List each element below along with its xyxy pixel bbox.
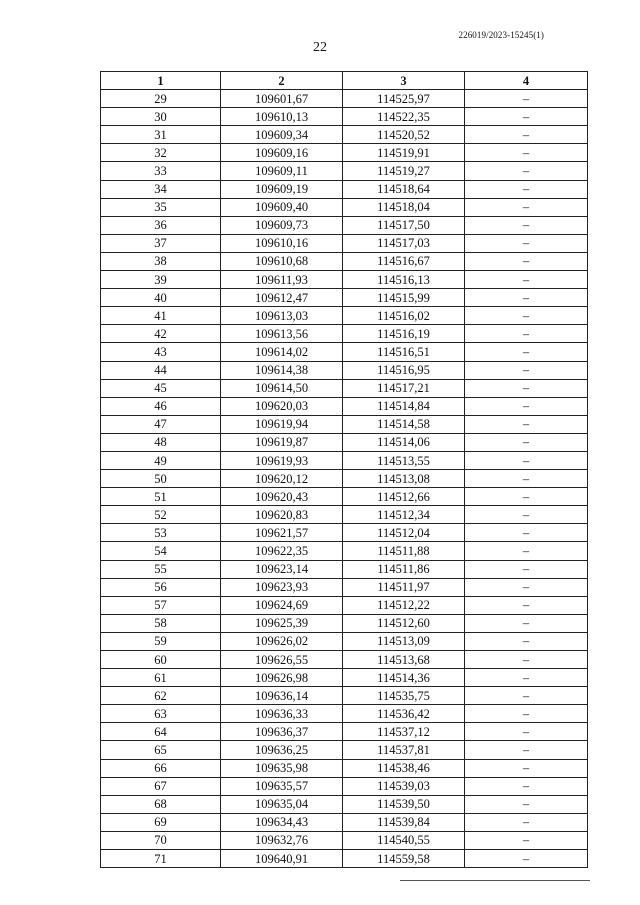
table-cell: 37 (101, 234, 221, 252)
table-cell: 50 (101, 470, 221, 488)
table-cell: 62 (101, 687, 221, 705)
table-cell: 33 (101, 162, 221, 180)
table-cell: 49 (101, 451, 221, 469)
page-number: 22 (313, 40, 327, 55)
table-cell: 58 (101, 614, 221, 632)
table-cell: – (465, 433, 588, 451)
table-cell: 109614,38 (221, 361, 343, 379)
table-row (101, 361, 588, 379)
table-cell: – (465, 705, 588, 723)
table-cell: 47 (101, 415, 221, 433)
table-cell: 109601,67 (221, 90, 343, 108)
table-cell: – (465, 524, 588, 542)
table-row (101, 325, 588, 343)
table-cell: 114516,51 (343, 343, 465, 361)
column-header: 4 (465, 72, 588, 90)
table-cell: – (465, 723, 588, 741)
table-cell: 109612,47 (221, 289, 343, 307)
table-cell: 57 (101, 596, 221, 614)
table-row (101, 252, 588, 270)
column-header: 3 (343, 72, 465, 90)
table-cell: 114516,67 (343, 252, 465, 270)
table-cell: 114519,91 (343, 144, 465, 162)
table-cell: 114512,04 (343, 524, 465, 542)
table-cell: – (465, 162, 588, 180)
table-cell: 114513,09 (343, 632, 465, 650)
table-cell: 109634,43 (221, 813, 343, 831)
table-row (101, 397, 588, 415)
table-cell: 109619,94 (221, 415, 343, 433)
table-cell: 52 (101, 506, 221, 524)
table-cell: 109635,04 (221, 795, 343, 813)
table-cell: 114513,55 (343, 451, 465, 469)
table-cell: – (465, 180, 588, 198)
table-row (101, 741, 588, 759)
table-row (101, 687, 588, 705)
table-cell: 109640,91 (221, 850, 343, 868)
table-row (101, 451, 588, 469)
table-cell: 114513,68 (343, 651, 465, 669)
table-cell: – (465, 506, 588, 524)
table-cell: 56 (101, 578, 221, 596)
table-cell: 114511,88 (343, 542, 465, 560)
table-cell: 109624,69 (221, 596, 343, 614)
table-cell: 114512,22 (343, 596, 465, 614)
table-cell: 114516,02 (343, 307, 465, 325)
table-row (101, 614, 588, 632)
table-row (101, 488, 588, 506)
table-cell: 59 (101, 632, 221, 650)
table-cell: 109620,83 (221, 506, 343, 524)
document-number: 226019/2023-15245(1) (458, 30, 544, 40)
table-cell: 109620,12 (221, 470, 343, 488)
column-header: 1 (101, 72, 221, 90)
table-cell: 109614,50 (221, 379, 343, 397)
table-cell: – (465, 234, 588, 252)
table-cell: 36 (101, 216, 221, 234)
table-cell: 114511,97 (343, 578, 465, 596)
table-row (101, 162, 588, 180)
table-row (101, 198, 588, 216)
coordinates-table (100, 71, 588, 868)
table-cell: – (465, 542, 588, 560)
table-cell: 114559,58 (343, 850, 465, 868)
table-cell: 109636,25 (221, 741, 343, 759)
table-row (101, 632, 588, 650)
table-cell: 114518,04 (343, 198, 465, 216)
table-row (101, 795, 588, 813)
table-row (101, 108, 588, 126)
table-cell: 48 (101, 433, 221, 451)
table-cell: 67 (101, 777, 221, 795)
table-cell: 40 (101, 289, 221, 307)
table-cell: 109614,02 (221, 343, 343, 361)
table-cell: – (465, 651, 588, 669)
table-cell: 109636,37 (221, 723, 343, 741)
table-row (101, 542, 588, 560)
table-cell: 114516,13 (343, 271, 465, 289)
table-row (101, 289, 588, 307)
table-cell: 54 (101, 542, 221, 560)
table-cell: 109609,16 (221, 144, 343, 162)
table-row (101, 216, 588, 234)
table-cell: 43 (101, 343, 221, 361)
table-cell: – (465, 488, 588, 506)
table-cell: 63 (101, 705, 221, 723)
table-cell: 114516,19 (343, 325, 465, 343)
table-cell: – (465, 415, 588, 433)
table-cell: 114537,12 (343, 723, 465, 741)
table-cell: 114522,35 (343, 108, 465, 126)
table-cell: 109619,93 (221, 451, 343, 469)
table-row (101, 596, 588, 614)
table-row (101, 379, 588, 397)
table-row (101, 470, 588, 488)
table-row (101, 307, 588, 325)
table-cell: 45 (101, 379, 221, 397)
table-cell: – (465, 379, 588, 397)
table-row (101, 433, 588, 451)
table-cell: 109625,39 (221, 614, 343, 632)
table-cell: 66 (101, 759, 221, 777)
table-cell: – (465, 252, 588, 270)
table-row (101, 560, 588, 578)
table-cell: – (465, 560, 588, 578)
table-cell: – (465, 578, 588, 596)
table-cell: 39 (101, 271, 221, 289)
table-row (101, 705, 588, 723)
table-cell: 109626,55 (221, 651, 343, 669)
table-cell: 114512,66 (343, 488, 465, 506)
table-cell: 114536,42 (343, 705, 465, 723)
table-cell: 109636,14 (221, 687, 343, 705)
table-cell: – (465, 144, 588, 162)
table-cell: 109611,93 (221, 271, 343, 289)
table-cell: 69 (101, 813, 221, 831)
table-cell: 35 (101, 198, 221, 216)
table-cell: 114514,58 (343, 415, 465, 433)
table-row (101, 651, 588, 669)
table-cell: – (465, 361, 588, 379)
table-cell: 109622,35 (221, 542, 343, 560)
table-cell: 114514,06 (343, 433, 465, 451)
table-cell: – (465, 289, 588, 307)
table-cell: 114516,95 (343, 361, 465, 379)
table-cell: 109609,34 (221, 126, 343, 144)
table-cell: 65 (101, 741, 221, 759)
column-header: 2 (221, 72, 343, 90)
table-cell: 64 (101, 723, 221, 741)
table-cell: 109635,57 (221, 777, 343, 795)
table-cell: 114513,08 (343, 470, 465, 488)
table-cell: 109609,40 (221, 198, 343, 216)
table-row (101, 524, 588, 542)
table-row (101, 813, 588, 831)
table-cell: 114537,81 (343, 741, 465, 759)
table-cell: – (465, 198, 588, 216)
table-cell: 38 (101, 252, 221, 270)
table-cell: – (465, 614, 588, 632)
table-cell: 114525,97 (343, 90, 465, 108)
footer-divider (400, 880, 590, 881)
table-cell: 55 (101, 560, 221, 578)
table-row (101, 850, 588, 868)
table-row (101, 126, 588, 144)
table-cell: 114512,60 (343, 614, 465, 632)
table-row (101, 180, 588, 198)
table-cell: 114511,86 (343, 560, 465, 578)
table-row (101, 669, 588, 687)
table-cell: 109609,73 (221, 216, 343, 234)
table-body (101, 90, 588, 868)
table-cell: – (465, 795, 588, 813)
table-cell: 109635,98 (221, 759, 343, 777)
table-cell: – (465, 216, 588, 234)
table-cell: 109609,11 (221, 162, 343, 180)
table-cell: 114517,50 (343, 216, 465, 234)
table-row (101, 723, 588, 741)
table-cell: – (465, 325, 588, 343)
table-cell: 46 (101, 397, 221, 415)
table-row (101, 759, 588, 777)
table-row (101, 506, 588, 524)
table-cell: – (465, 90, 588, 108)
table-cell: – (465, 108, 588, 126)
table-cell: 51 (101, 488, 221, 506)
table-header-row (101, 72, 588, 90)
table-cell: 109620,43 (221, 488, 343, 506)
table-row (101, 831, 588, 849)
table-cell: – (465, 777, 588, 795)
table-cell: 70 (101, 831, 221, 849)
table-row (101, 271, 588, 289)
table-cell: 114538,46 (343, 759, 465, 777)
table-cell: – (465, 741, 588, 759)
table-cell: – (465, 470, 588, 488)
table-cell: 109613,56 (221, 325, 343, 343)
table-cell: 109626,98 (221, 669, 343, 687)
table-row (101, 144, 588, 162)
table-cell: 114535,75 (343, 687, 465, 705)
table-cell: 109632,76 (221, 831, 343, 849)
table-cell: – (465, 632, 588, 650)
table-cell: – (465, 126, 588, 144)
table-cell: 114515,99 (343, 289, 465, 307)
table-cell: 60 (101, 651, 221, 669)
table-cell: – (465, 451, 588, 469)
table-cell: – (465, 669, 588, 687)
table-cell: – (465, 850, 588, 868)
table-cell: 44 (101, 361, 221, 379)
table-cell: 109623,93 (221, 578, 343, 596)
table-cell: 109610,13 (221, 108, 343, 126)
table-cell: 114518,64 (343, 180, 465, 198)
table-cell: 109620,03 (221, 397, 343, 415)
table-cell: – (465, 759, 588, 777)
table-cell: 34 (101, 180, 221, 198)
table-cell: 109623,14 (221, 560, 343, 578)
table-row (101, 578, 588, 596)
table-cell: 68 (101, 795, 221, 813)
table-cell: – (465, 831, 588, 849)
table-cell: – (465, 343, 588, 361)
table-cell: 29 (101, 90, 221, 108)
table-cell: 32 (101, 144, 221, 162)
table-row (101, 234, 588, 252)
table-cell: 53 (101, 524, 221, 542)
table-cell: 31 (101, 126, 221, 144)
table-cell: 109619,87 (221, 433, 343, 451)
table-cell: 114514,84 (343, 397, 465, 415)
table-cell: 109610,16 (221, 234, 343, 252)
table-cell: 41 (101, 307, 221, 325)
table-cell: 114540,55 (343, 831, 465, 849)
table-row (101, 90, 588, 108)
table-cell: 114539,03 (343, 777, 465, 795)
table-cell: 114517,03 (343, 234, 465, 252)
table-cell: – (465, 307, 588, 325)
table-cell: 114539,84 (343, 813, 465, 831)
table-cell: 109636,33 (221, 705, 343, 723)
table-cell: 42 (101, 325, 221, 343)
table-cell: – (465, 397, 588, 415)
table-cell: 114519,27 (343, 162, 465, 180)
table-cell: – (465, 813, 588, 831)
table-cell: – (465, 596, 588, 614)
table-cell: 109621,57 (221, 524, 343, 542)
table-cell: 109610,68 (221, 252, 343, 270)
table-cell: – (465, 687, 588, 705)
table-cell: 114512,34 (343, 506, 465, 524)
table-cell: 30 (101, 108, 221, 126)
table-row (101, 777, 588, 795)
table-cell: 71 (101, 850, 221, 868)
table-cell: 61 (101, 669, 221, 687)
table-cell: 109613,03 (221, 307, 343, 325)
table-cell: 114517,21 (343, 379, 465, 397)
table-cell: 114539,50 (343, 795, 465, 813)
table-row (101, 415, 588, 433)
table-cell: 109626,02 (221, 632, 343, 650)
table-row (101, 343, 588, 361)
table-cell: – (465, 271, 588, 289)
table-cell: 114514,36 (343, 669, 465, 687)
table-cell: 109609,19 (221, 180, 343, 198)
table-cell: 114520,52 (343, 126, 465, 144)
